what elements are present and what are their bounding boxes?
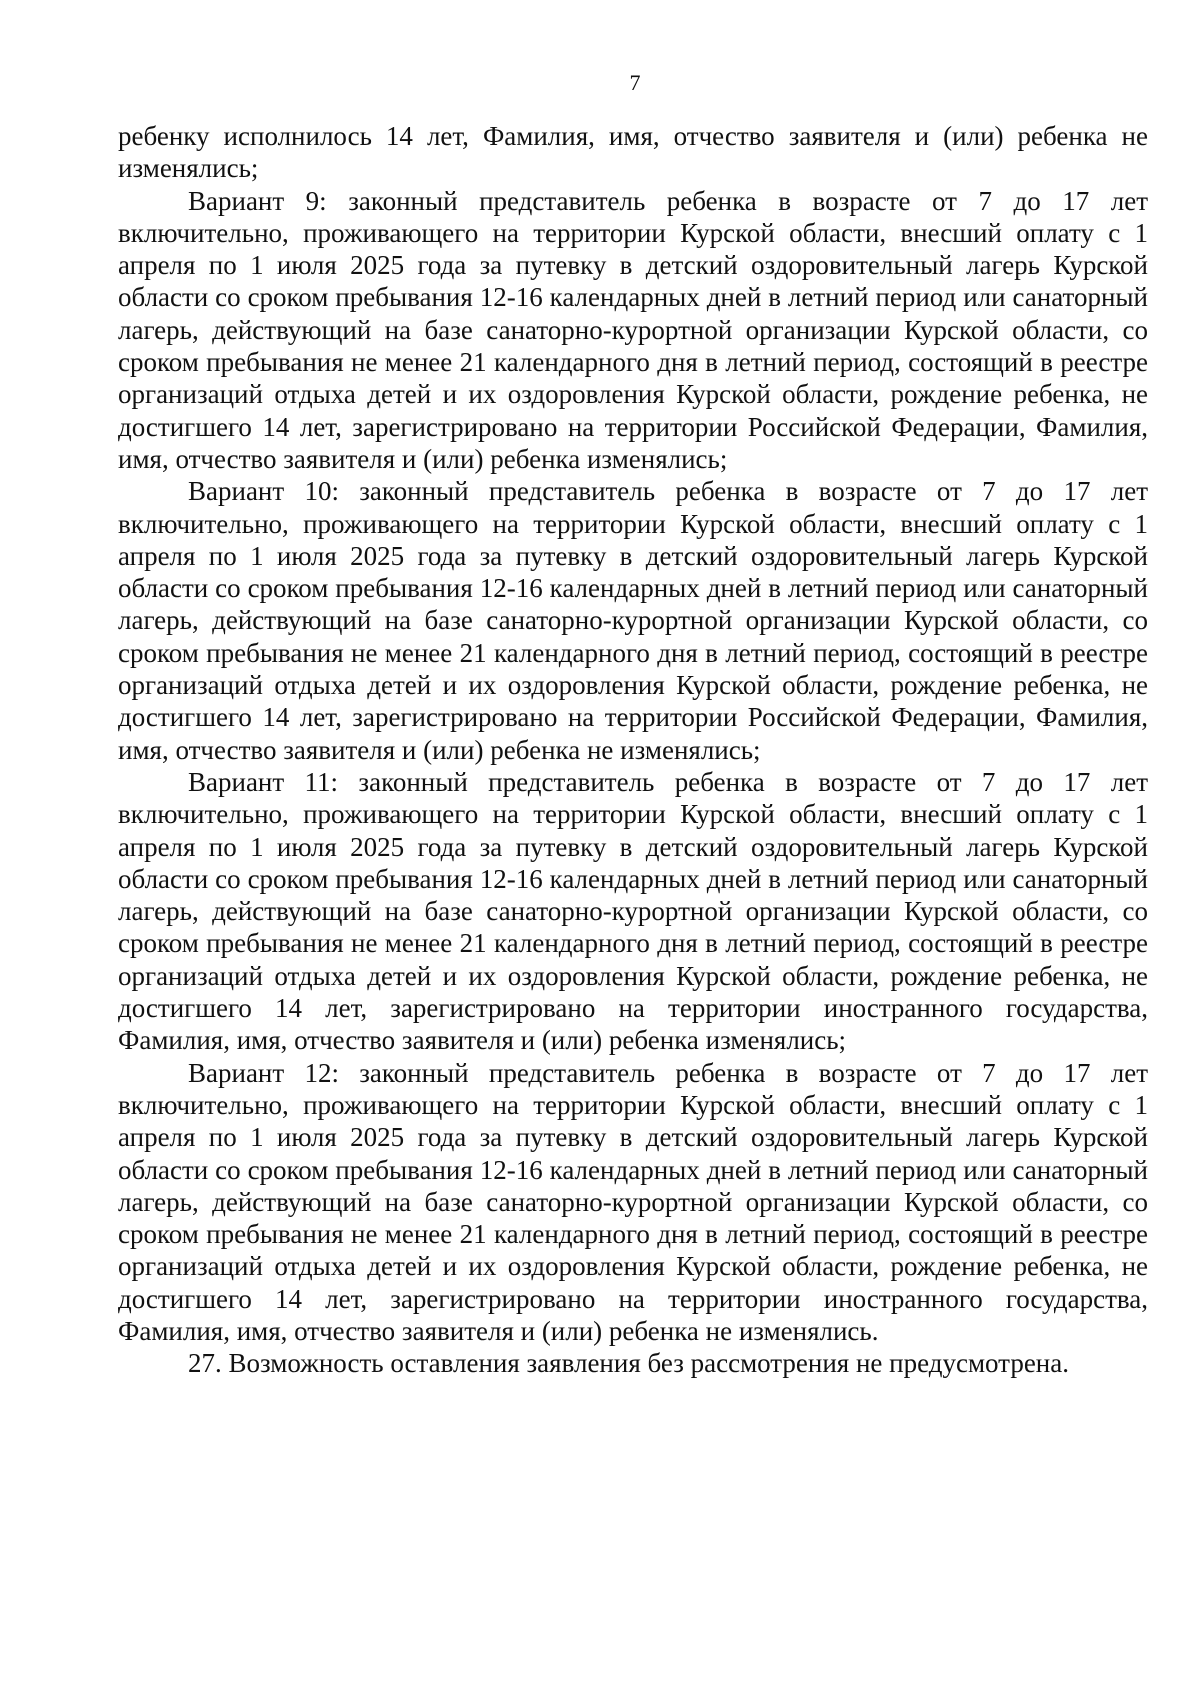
paragraph-variant-10: Вариант 10: законный представитель ребенка в возрасте от 7 до 17 лет включительно, проживающего на территории Курской области, внесший оплату с 1 апреля по 1 июля 2025 года за путевку в детский оздоровительный лагерь Курской области со сроком пребывания 12-16 календарных дней в летний период или санаторный лагерь, действующий на базе санаторно-курортной организации Курской области, со сроком пребывания не менее 21 календарного дня в летний период, состоящий в реестре организаций отдыха детей и их оздоровления Курской области, рождение ребенка, не достигшего 14 лет, зарегистрировано на территории Российской Федерации, Фамилия, имя, отчество заявителя и (или) ребенка не изменялись; bbox=[118, 476, 1148, 765]
paragraph-continuation: ребенку исполнилось 14 лет, Фамилия, имя, отчество заявителя и (или) ребенка не изменялись; bbox=[118, 121, 1148, 184]
paragraph-variant-9: Вариант 9: законный представитель ребенка в возрасте от 7 до 17 лет включительно, проживающего на территории Курской области, внесший оплату с 1 апреля по 1 июля 2025 года за путевку в детский оздоровительный лагерь Курской области со сроком пребывания 12-16 календарных дней в летний период или санаторный лагерь, действующий на базе санаторно-курортной организации Курской области, со сроком пребывания не менее 21 календарного дня в летний период, состоящий в реестре организаций отдыха детей и их оздоровления Курской области, рождение ребенка, не достигшего 14 лет, зарегистрировано на территории Российской Федерации, Фамилия, имя, отчество заявителя и (или) ребенка изменялись; bbox=[118, 185, 1148, 474]
paragraph-variant-11: Вариант 11: законный представитель ребенка в возрасте от 7 до 17 лет включительно, проживающего на территории Курской области, внесший оплату с 1 апреля по 1 июля 2025 года за путевку в детский оздоровительный лагерь Курской области со сроком пребывания 12-16 календарных дней в летний период или санаторный лагерь, действующий на базе санаторно-курортной организации Курской области, со сроком пребывания не менее 21 календарного дня в летний период, состоящий в реестре организаций отдыха детей и их оздоровления Курской области, рождение ребенка, не достигшего 14 лет, зарегистрировано на территории иностранного государства, Фамилия, имя, отчество заявителя и (или) ребенка изменялись; bbox=[118, 766, 1148, 1056]
page-number: 7 bbox=[629, 70, 641, 95]
paragraph-item-27: 27. Возможность оставления заявления без рассмотрения не предусмотрена. bbox=[188, 1348, 1069, 1379]
paragraph-variant-12: Вариант 12: законный представитель ребенка в возрасте от 7 до 17 лет включительно, проживающего на территории Курской области, внесший оплату с 1 апреля по 1 июля 2025 года за путевку в детский оздоровительный лагерь Курской области со сроком пребывания 12-16 календарных дней в летний период или санаторный лагерь, действующий на базе санаторно-курортной организации Курской области, со сроком пребывания не менее 21 календарного дня в летний период, состоящий в реестре организаций отдыха детей и их оздоровления Курской области, рождение ребенка, не достигшего 14 лет, зарегистрировано на территории иностранного государства, Фамилия, имя, отчество заявителя и (или) ребенка не изменялись. bbox=[118, 1057, 1148, 1346]
document-body bbox=[118, 120, 1148, 1380]
